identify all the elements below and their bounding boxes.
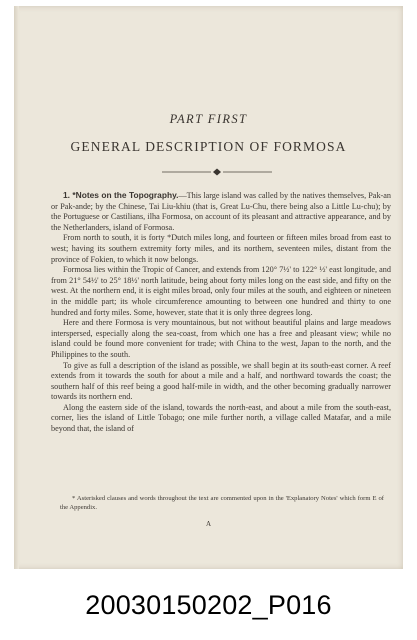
paragraph: Formosa lies within the Tropic of Cancer, and extends from 120° 7½' to 122° ½' east longitude, and from 21° 54½' to 25° 18½' north latitude, being about forty miles long on the east side, and fifty on the west. At the northern end, it is eight miles broad, only four miles at the south, and eighteen or nineteen in the middle part; its whole circumference amounting to between one hundred and thirty to one hundred and forty miles. Some, however, state that it is only three degrees long. bbox=[51, 265, 391, 317]
paragraph: 1. *Notes on the Topography.—This large island was called by the natives themselves, Pak-an or Pak-ande; by the Chinese, Tai Liu-khiu (that is, Great Lu-Chu, there being also a Little Lu-chu); by the Portuguese or Castilians, ilha Formosa, on account of its pleasant and attractive appearance, and by the Netherlanders, island of Formosa. bbox=[51, 190, 391, 232]
paragraph: Along the eastern side of the island, towards the north-east, and about a mile from the south-east, corner, lies the island of Little Tobago; one mile further north, a village called Matafar, and a mile beyond that, the island of bbox=[51, 402, 391, 434]
paragraph: To give as full a description of the island as possible, we shall begin at its south-east corner. A reef extends from it towards the south for about a mile and a half, and northward towards the coast; the southern half of this reef being a good half-mile in width, and the other becoming gradually narrower towards its northern end. bbox=[51, 360, 391, 402]
body-text bbox=[51, 190, 391, 435]
ornament-divider bbox=[162, 168, 272, 176]
section-heading: 1. *Notes on the Topography. bbox=[63, 190, 179, 200]
page-title: GENERAL DESCRIPTION OF FORMOSA bbox=[70, 139, 347, 154]
signature-mark: A bbox=[205, 520, 212, 528]
footnote: * Asterisked clauses and words throughout the text are commented upon in the 'Explanatory Notes' which form E of the Appendix. bbox=[60, 495, 384, 511]
part-heading: PART FIRST bbox=[169, 112, 248, 126]
image-caption: 20030150202_P016 bbox=[85, 590, 332, 620]
paragraph: Here and there Formosa is very mountainous, but not without beautiful plains and large meadows interspersed, especially along the sea-coast, from which one has a free and pleasant view; while no island could be found more convenient for trade; with China to the west, Japan to the north, and the Philippines to the south. bbox=[51, 318, 391, 359]
paragraph: From north to south, it is forty *Dutch miles long, and fourteen or fifteen miles broad from east to west; having its southern extremity forty miles, and its northern, seventeen miles, distant from the province of Fokien, to which it now belongs. bbox=[51, 233, 391, 264]
book-page bbox=[14, 6, 403, 569]
